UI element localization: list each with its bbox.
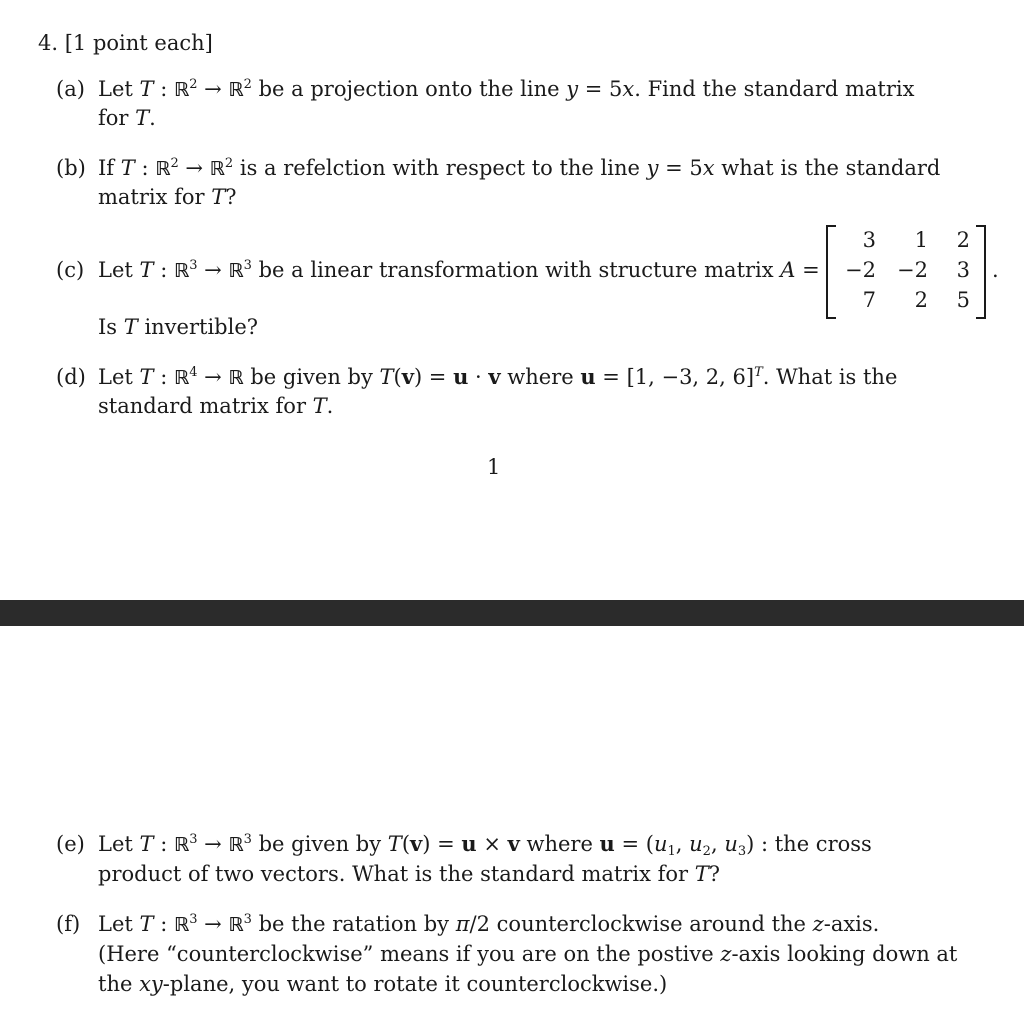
part-e-label: (e) — [56, 832, 85, 856]
part-b-line-1: If T : ℝ$^2$ → ℝ$^2$ is a refelction with respect to the line y = 5x what is the standard — [98, 156, 941, 180]
part-e-line-2: product of two vectors. What is the standard matrix for T? — [98, 862, 721, 886]
page-divider — [0, 600, 1024, 626]
part-f-line-2: (Here “counterclockwise” means if you are on the postive z-axis looking down at — [98, 942, 958, 966]
matrix-cell: 3 — [862, 228, 876, 252]
part-f-label: (f) — [56, 912, 81, 936]
matrix-cell: 2 — [956, 228, 970, 252]
matrix-period: . — [992, 258, 999, 282]
matrix-cell: −2 — [897, 258, 928, 282]
matrix-cell: 2 — [914, 288, 928, 312]
part-c-line-2: Is T invertible? — [98, 315, 259, 339]
part-b-line-2: matrix for T? — [98, 185, 237, 209]
part-d-line-2: standard matrix for T. — [98, 394, 334, 418]
matrix-cell: 7 — [862, 288, 876, 312]
problem-number: 4. — [38, 31, 59, 55]
part-c-line-1: Let T : ℝ$^3$ → ℝ$^3$ be a linear transformation with structure matrix A = — [98, 258, 820, 282]
part-d-line-1: Let T : ℝ$^4$ → ℝ be given by T(v) = u · v where u = [1, −3, 2, 6]$^T$. What is the — [98, 364, 898, 389]
matrix-right-bracket — [976, 225, 986, 319]
matrix-cell: −2 — [845, 258, 876, 282]
part-a-label: (a) — [56, 77, 85, 101]
part-c-label: (c) — [56, 258, 85, 282]
part-f-line-3: the xy-plane, you want to rotate it counterclockwise.) — [98, 972, 668, 996]
problem-header — [38, 29, 213, 57]
part-a-line-1: Let T : ℝ$^2$ → ℝ$^2$ be a projection onto the line y = 5x. Find the standard matrix — [98, 77, 915, 101]
part-a-line-2: for T. — [98, 106, 156, 130]
part-d-label: (d) — [56, 365, 86, 389]
problem-points: [1 point each] — [64, 31, 213, 55]
matrix-cell: 1 — [914, 228, 928, 252]
matrix-cell: 3 — [956, 258, 970, 282]
part-b-label: (b) — [56, 156, 86, 180]
part-e-line-1: Let T : ℝ$^3$ → ℝ$^3$ be given by T(v) = u × v where $u = (u_1$, $u_2$, $u_3$) : the cross — [98, 831, 872, 859]
matrix-cell: 5 — [956, 288, 970, 312]
part-f-line-1: Let T : ℝ$^3$ → ℝ$^3$ be the ratation by π/2 counterclockwise around the z-axis. — [98, 912, 880, 936]
structure-matrix — [826, 225, 986, 317]
page-number: 1 — [487, 455, 501, 479]
page-bottom — [0, 626, 1024, 1018]
matrix-left-bracket — [826, 225, 836, 319]
